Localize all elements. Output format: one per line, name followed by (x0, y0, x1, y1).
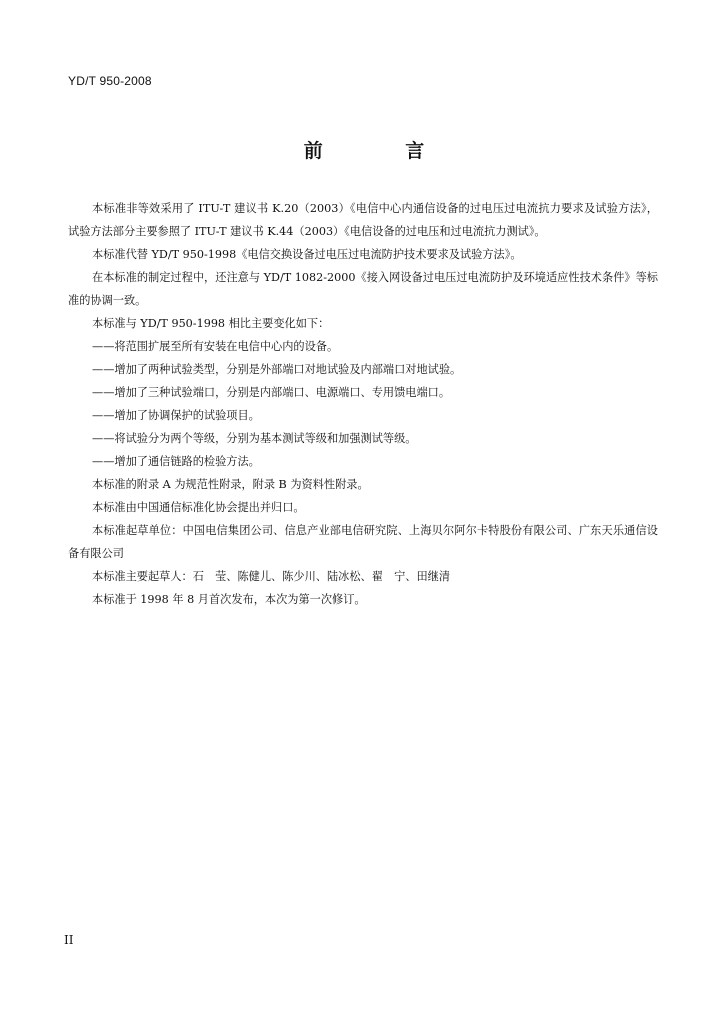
paragraph-changes-intro: 本标准与 YD/T 950-1998 相比主要变化如下： (92, 317, 330, 330)
page-title: 前 言 (303, 140, 463, 162)
change-item: ——增加了三种试验端口，分别是内部端口、电源端口、专用馈电端口。 (92, 386, 451, 399)
change-item: ——将试验分为两个等级，分别为基本测试等级和加强测试等级。 (92, 432, 417, 445)
paragraph-history: 本标准于 1998 年 8 月首次发布，本次为第一次修订。 (92, 593, 366, 606)
change-item: ——增加了协调保护的试验项目。 (92, 409, 260, 422)
paragraph-drafting-units: 本标准起草单位：中国电信集团公司、信息产业部电信研究院、上海贝尔阿尔卡特股份有限公司、广东天乐通信设备有限公司 (68, 524, 658, 560)
paragraph-coordination: 在本标准的制定过程中，还注意与 YD/T 1082-2000《接入网设备过电压过电流防护及环境适应性技术条件》等标准的协调一致。 (68, 271, 658, 307)
paragraph-annexes: 本标准的附录 A 为规范性附录，附录 B 为资料性附录。 (92, 478, 369, 491)
page-number: II (64, 933, 74, 947)
foreword-body (68, 197, 658, 611)
paragraph-adoption: 本标准非等效采用了 ITU-T 建议书 K.20（2003）《电信中心内通信设备的过电压过电流抗力要求及试验方法》，试验方法部分主要参照了 ITU-T 建议书 K.44（2003）《电信设备的过电压和过电流抗力测试》。 (68, 202, 658, 238)
document-code: YD/T 950-2008 (68, 74, 152, 88)
change-item: ——增加了通信链路的检验方法。 (92, 455, 260, 468)
paragraph-drafters: 本标准主要起草人：石 莹、陈健儿、陈少川、陆冰松、翟 宁、田继清 (92, 570, 451, 583)
change-item: ——增加了两种试验类型，分别是外部端口对地试验及内部端口对地试验。 (92, 363, 462, 376)
change-item: ——将范围扩展至所有安装在电信中心内的设备。 (92, 340, 339, 353)
paragraph-proposer: 本标准由中国通信标准化协会提出并归口。 (92, 501, 305, 514)
paragraph-replaces: 本标准代替 YD/T 950-1998《电信交换设备过电压过电流防护技术要求及试验方法》。 (92, 248, 522, 261)
